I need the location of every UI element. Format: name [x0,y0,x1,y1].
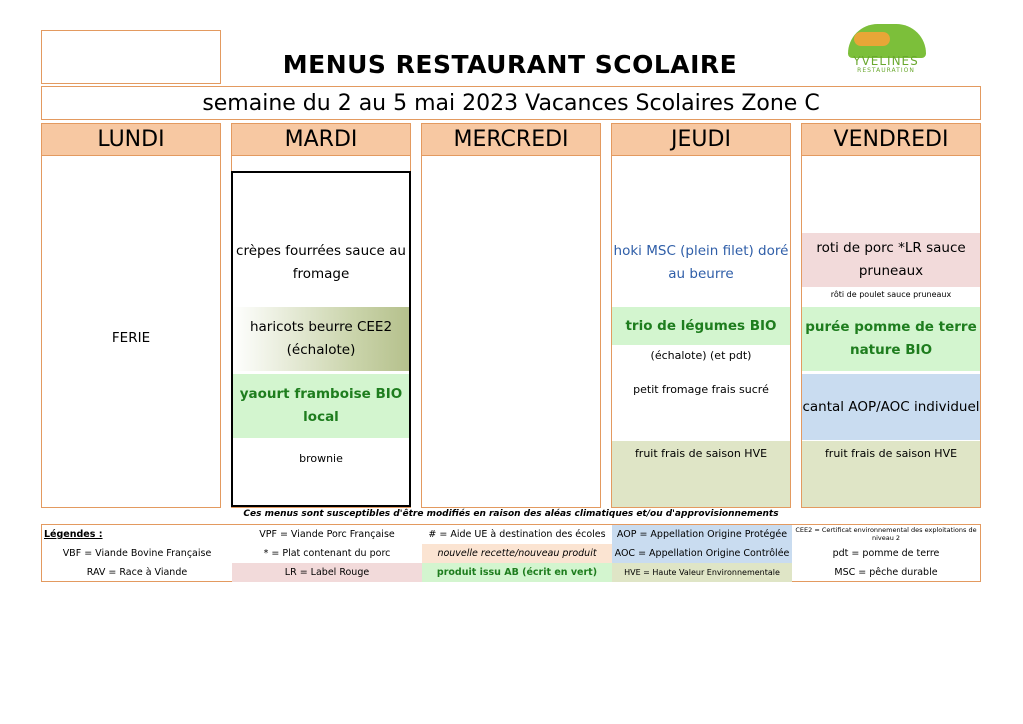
yvelines-logo [836,22,936,78]
mardi-highlight-frame [231,171,411,507]
vendredi-plat-alt: rôti de poulet sauce pruneaux [830,290,952,299]
blank-box [41,30,221,84]
day-header-vendredi: VENDREDI [802,123,980,156]
legend-vbf: VBF = Viande Bovine Française [62,548,212,559]
column-mercredi [421,123,601,508]
ferie-label: FERIE [111,329,151,346]
legend-aoc: AOC = Appellation Origine Contrôlée [612,544,792,563]
legend-aide: # = Aide UE à destination des écoles [428,529,606,540]
logo-sub: RESTAURATION [857,67,915,74]
mardi-entree-text: crèpes fourrées sauce au fromage [236,243,406,282]
vendredi-laitage-text: cantal AOP/AOC individuel [802,398,980,415]
vendredi-plat [802,233,980,287]
column-jeudi [611,123,791,508]
legend-cee2: CEE2 = Certificat environnemental des exploitations de niveau 2 [795,526,977,542]
day-header-lundi: LUNDI [42,123,220,156]
legend-nouvelle: nouvelle recette/nouveau produit [422,544,612,563]
column-lundi [41,123,221,508]
legend-ab: produit issu AB (écrit en vert) [422,563,612,582]
day-header-mercredi: MERCREDI [422,123,600,156]
legend-aop: AOP = Appellation Origine Protégée [612,525,792,544]
logo-name: YVELINES [853,54,919,68]
mardi-legume-text: haricots beurre CEE2 (échalote) [249,319,393,358]
mardi-dessert: brownie [299,452,343,465]
day-header-mardi: MARDI [232,123,410,156]
vendredi-plat-text: roti de porc *LR sauce pruneaux [816,240,966,279]
page-title: MENUS RESTAURANT SCOLAIRE [282,50,738,79]
jeudi-legume: trio de légumes BIO [612,307,790,345]
column-vendredi [801,123,981,508]
mardi-laitage-text: yaourt framboise BIO local [239,386,403,425]
legend-rav: RAV = Race à Viande [86,567,188,578]
legend-msc: MSC = pêche durable [834,567,938,578]
jeudi-dessert [612,441,790,507]
legend-vpf: VPF = Viande Porc Française [259,529,395,540]
jeudi-laitage: petit fromage frais sucré [633,383,769,396]
vendredi-legume [802,307,980,371]
vendredi-laitage [802,374,980,440]
vendredi-dessert-text: fruit frais de saison HVE [824,447,958,460]
legend-pdt: pdt = pomme de terre [832,548,940,559]
jeudi-dessert-text: fruit frais de saison HVE [634,447,768,460]
jeudi-legume-note: (échalote) (et pdt) [650,349,752,362]
legend-title: Légendes : [44,529,103,540]
vendredi-dessert [802,441,980,507]
vendredi-legume-text: purée pomme de terre nature BIO [805,319,977,358]
notice-text: Ces menus sont susceptibles d'être modifiés en raison des aléas climatiques et/ou d'approvisionnements [243,509,779,519]
day-header-jeudi: JEUDI [612,123,790,156]
logo-sun-icon [854,32,890,46]
jeudi-plat [612,233,790,293]
legend-hve: HVE = Haute Valeur Environnementale [612,563,792,582]
jeudi-plat-text: hoki MSC (plein filet) doré au beurre [613,243,789,282]
week-banner: semaine du 2 au 5 mai 2023 Vacances Scolaires Zone C [41,86,981,120]
legend-porc: * = Plat contenant du porc [263,548,391,559]
legend-box [41,524,981,582]
legend-lr: LR = Label Rouge [232,563,422,582]
